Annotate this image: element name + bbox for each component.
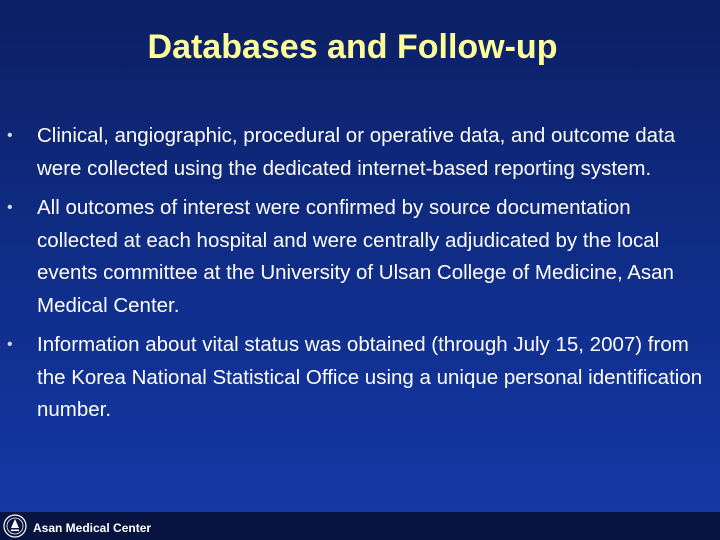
bullet-text: Information about vital status was obtained (through July 15, 2007) from the Korea National Statistical Office using a unique personal identification number. [37,333,703,421]
footer-label: Asan Medical Center [33,521,152,535]
bullet-text: All outcomes of interest were confirmed by source documentation collected at each hospital and were centrally adjudicated by the local events committee at the University of Ulsan College of Medicine, Asan Medical Center. [37,196,674,317]
bullet-list [0,120,720,434]
bullet-item [0,329,720,427]
bullet-text: Clinical, angiographic, procedural or operative data, and outcome data were collected using the dedicated internet-based reporting system. [37,124,676,180]
asan-medical-center-emblem-icon [3,514,27,538]
bullet-marker: • [7,336,13,353]
bullet-marker: • [7,199,13,216]
footer-bar [0,512,720,540]
bullet-item [0,192,720,322]
slide-title: Databases and Follow-up [147,28,558,66]
bullet-item [0,120,720,185]
bullet-marker: • [7,127,13,144]
